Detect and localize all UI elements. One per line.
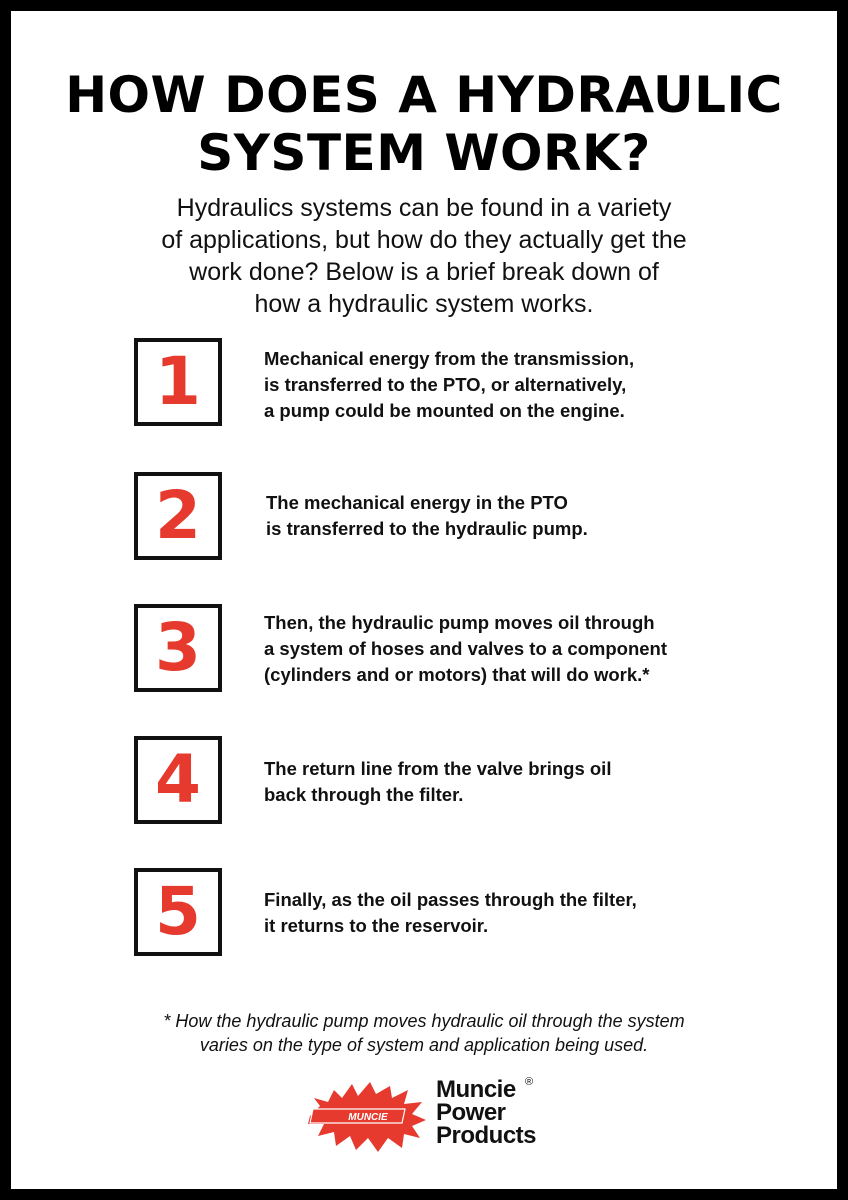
footnote-line-2: varies on the type of system and application being used. bbox=[199, 1035, 649, 1055]
brand-line-2: Power bbox=[436, 1099, 506, 1126]
brand-line-3: Products bbox=[436, 1122, 537, 1149]
step-number: 4 bbox=[155, 741, 201, 818]
step-text bbox=[266, 490, 588, 542]
splash-text: MUNCIE bbox=[348, 1112, 388, 1123]
intro-line-2: of applications, but how do they actually get the bbox=[161, 226, 687, 254]
step-number-box bbox=[134, 736, 222, 824]
intro-line-1: Hydraulics systems can be found in a variety bbox=[176, 194, 672, 222]
step-text-line: Then, the hydraulic pump moves oil through bbox=[264, 612, 655, 633]
step-text-line: a system of hoses and valves to a component bbox=[264, 638, 668, 659]
step-text bbox=[264, 610, 667, 688]
muncie-splash-logo-icon bbox=[304, 1076, 428, 1156]
step-number-box bbox=[134, 868, 222, 956]
intro-paragraph bbox=[100, 192, 748, 320]
title-line-1: HOW DOES A HYDRAULIC bbox=[65, 66, 783, 124]
footnote bbox=[0, 1009, 848, 1057]
registered-mark: ® bbox=[525, 1076, 534, 1088]
brand-name bbox=[436, 1078, 536, 1147]
brand-line-1: Muncie bbox=[436, 1076, 516, 1103]
step-number: 5 bbox=[155, 873, 201, 950]
step-text-line: The mechanical energy in the PTO bbox=[266, 492, 568, 513]
footnote-line-1: * How the hydraulic pump moves hydraulic oil through the system bbox=[163, 1011, 685, 1031]
step-text bbox=[264, 887, 637, 939]
step-text-line: (cylinders and or motors) that will do work.* bbox=[264, 664, 650, 685]
step-number-box bbox=[134, 472, 222, 560]
step-text-line: The return line from the valve brings oil bbox=[264, 758, 612, 779]
step-text-line: back through the filter. bbox=[264, 784, 464, 805]
step-number-box bbox=[134, 604, 222, 692]
step-text-line: is transferred to the PTO, or alternatively, bbox=[264, 374, 627, 395]
intro-line-4: how a hydraulic system works. bbox=[254, 290, 594, 318]
step-number: 1 bbox=[155, 343, 201, 420]
title-line-2: SYSTEM WORK? bbox=[197, 124, 651, 182]
step-text-line: is transferred to the hydraulic pump. bbox=[266, 518, 588, 539]
step-text-line: a pump could be mounted on the engine. bbox=[264, 400, 625, 421]
step-text-line: it returns to the reservoir. bbox=[264, 915, 489, 936]
step-text-line: Mechanical energy from the transmission, bbox=[264, 348, 635, 369]
step-text bbox=[264, 756, 611, 808]
step-number: 3 bbox=[155, 609, 201, 686]
page-title bbox=[0, 66, 848, 182]
step-number: 2 bbox=[155, 477, 201, 554]
step-text bbox=[264, 346, 634, 424]
step-number-box bbox=[134, 338, 222, 426]
intro-line-3: work done? Below is a brief break down of bbox=[189, 258, 659, 286]
step-text-line: Finally, as the oil passes through the filter, bbox=[264, 889, 637, 910]
